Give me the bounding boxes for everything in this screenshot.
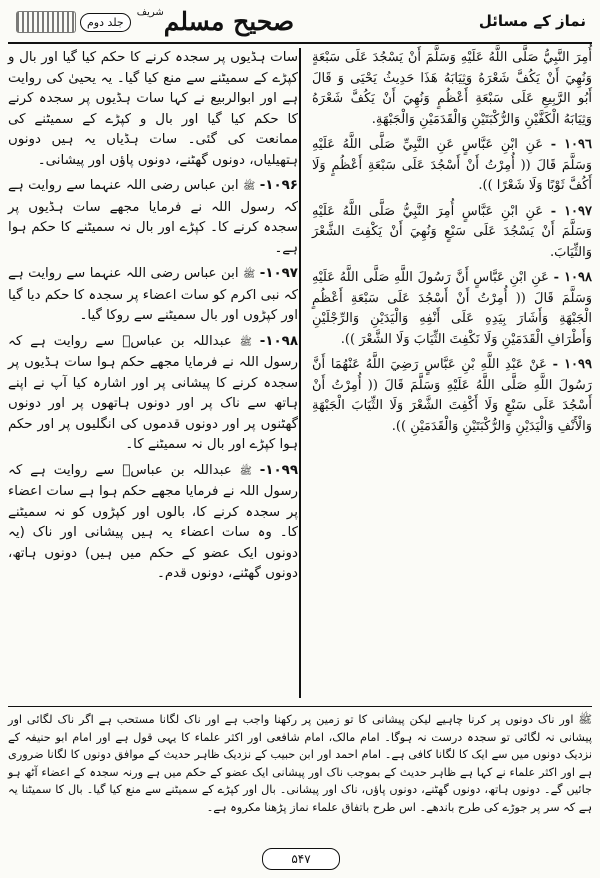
hadith-number: ۱۰۹۷- — [259, 266, 298, 281]
urdu-paragraph-text: سات ہڈیوں پر سجدہ کرنے کا حکم کیا گیا اور بال و کپڑے کے سمیٹنے سے منع کیا گیا۔ یہ یحییٰ کی روایت ہے اور ابوالربیع نے کہا سات ہڈیوں پر سجدہ کرنے کا حکم کیا گیا اور بال و کپڑے کے سمیٹنے کی ممانعت کی گئی۔ سات ہڈیاں یہ ہیں دونوں ہتھیلیاں، دونوں گھٹنے، دونوں پاؤں اور پیشانی۔ — [8, 50, 298, 168]
urdu-paragraph-text: ابن عباس رضی اللہ عنہما سے روایت ہے کہ نبی اکرم کو سات اعضاء پر سجدہ کا حکم دیا گیا اور کپڑوں اور بال سمیٹنے سے روکا گیا۔ — [8, 266, 298, 323]
hadith-number: ١٠٩٩ - — [552, 357, 593, 372]
page-number: ۵۴۷ — [262, 848, 340, 870]
arabic-paragraph — [312, 355, 592, 437]
urdu-paragraph — [8, 461, 298, 585]
running-title: نماز کے مسائل — [478, 12, 586, 30]
arabic-paragraph — [312, 48, 592, 130]
hadith-number: ١٠٩٦ - — [550, 137, 592, 152]
arabic-paragraph — [312, 202, 592, 264]
urdu-column — [8, 48, 298, 698]
book-title-suffix: شریف — [136, 6, 164, 18]
column-divider — [299, 48, 301, 698]
salutation-glyph: ﷺ — [243, 181, 256, 192]
salutation-glyph: ﷺ — [243, 269, 256, 280]
arabic-paragraph-text: عَنِ ابْنِ عَبَّاسٍ أُمِرَ النَّبِيُّ صَلَّى اللَّهُ عَلَيْهِ وَسَلَّمَ أَنْ يَسْجُدَ عَلَى سَبْعٍ وَنُهِيَ أَنْ يَكْفِتَ الشَّعْرَ وَالثِّيَابَ. — [312, 203, 592, 260]
hadith-number: ۱۰۹۸- — [259, 333, 298, 349]
urdu-paragraph-text: عبداللہ بن عباسؓ سے روایت ہے کہ رسول اللہ نے فرمایا مجھے حکم ہوا سات ہڈیوں پر سجدہ کرنے کا پیشانی پر اور اشارہ کیا آپ نے اپنے ہاتھ سے ناک پر اور دونوں ہاتھوں پر اور دونوں گھٹنوں پر اور دونوں قدموں کی انگلیوں پر اور حکم ہوا کپڑے اور بال نہ سمیٹنے کا۔ — [8, 333, 298, 452]
page — [8, 6, 592, 872]
urdu-paragraph — [8, 264, 298, 327]
hadith-number: ١٠٩٨ - — [553, 270, 593, 285]
salutation-glyph: ﷺ — [239, 336, 252, 348]
hadith-columns — [8, 48, 592, 698]
calligraphy-seal-icon — [16, 11, 76, 33]
urdu-paragraph — [8, 332, 298, 456]
salutation-glyph: ﷺ — [239, 465, 252, 477]
footnote — [8, 706, 592, 816]
arabic-paragraph-text: أُمِرَ النَّبِيُّ صَلَّى اللَّهُ عَلَيْهِ وَسَلَّمَ أَنْ يَسْجُدَ عَلَى سَبْعَةٍ وَنُهِيَ أَنْ يَكُفَّ شَعْرَهُ وَثِيَابَهُ هَذَا حَدِيثُ يَحْيَى وَ قَالَ أَبُو الرَّبِيعِ عَلَى سَبْعَةِ أَعْظُمٍ وَنُهِيَ أَنْ يَكُفَّ شَعْرَهُ وَثِيَابَهُ الْكَفَّيْنِ وَالرُّكْبَتَيْنِ وَالْقَدَمَيْنِ وَالْجَبْهَةِ. — [312, 50, 592, 127]
arabic-paragraph-text: عَنِ ابْنِ عَبَّاسٍ عَنِ النَّبِيِّ صَلَّى اللَّهُ عَلَيْهِ وَسَلَّمَ قَالَ (( أُمِرْتُ أَنْ أَسْجُدَ عَلَى سَبْعَةِ أَعْظُمٍ وَلَا أَكُفَّ ثَوْبًا وَلَا شَعْرًا )). — [312, 137, 592, 193]
urdu-paragraph — [8, 176, 298, 259]
book-title: صحیح مسلم — [163, 7, 295, 36]
hadith-number: ۱۰۹۶- — [259, 178, 298, 193]
book-title-block — [12, 7, 294, 37]
arabic-paragraph-text: عَنْ عَبْدِ اللَّهِ بْنِ عَبَّاسٍ رَضِيَ اللَّهُ عَنْهُمَا أَنَّ رَسُولَ اللَّهِ صَلَّى اللَّهُ عَلَيْهِ وَسَلَّمَ قَالَ (( أُمِرْتُ أَنْ أَسْجُدَ عَلَى سَبْعٍ وَلَا أَكْفِتَ الشَّعْرَ وَلَا الثِّيَابَ الْجَبْهَةِ وَالْأَنْفِ وَالْيَدَيْنِ وَالرُّكْبَتَيْنِ وَالْقَدَمَيْنِ )). — [312, 357, 592, 434]
urdu-paragraph-text: عبداللہ بن عباسؓ سے روایت ہے کہ رسول اللہ نے فرمایا مجھے حکم ہوا ہے سات اعضاء پر سجدہ کرنے کا، بالوں اور کپڑوں کو نہ سمیٹنے کا۔ وہ سات اعضاء یہ ہیں پیشانی اور ناک (یہ دونوں ایک عضو کے حکم میں ہیں) دونوں ہاتھ، دونوں گھٹنے، دونوں قدم۔ — [8, 462, 298, 581]
arabic-paragraph — [312, 268, 592, 350]
hadith-number: ١٠٩٧ - — [550, 203, 592, 219]
urdu-paragraph-text: ابن عباس رضی اللہ عنہما سے روایت ہے کہ رسول اللہ نے فرمایا مجھے سات ہڈیوں پر سجدہ کرنے کا۔ کپڑے اور بال نہ سمیٹنے کا حکم ہوا ہے۔ — [8, 178, 298, 256]
arabic-paragraph-text: عَنِ ابْنِ عَبَّاسٍ أَنَّ رَسُولَ اللَّهِ صَلَّى اللَّهُ عَلَيْهِ وَسَلَّمَ قَالَ (( أُمِرْتُ أَنْ أَسْجُدَ عَلَى سَبْعَةِ أَعْظُمٍ الْجَبْهَةِ وَأَشَارَ بِيَدِهِ عَلَى أَنْفِهِ وَالْيَدَيْنِ وَالرِّجْلَيْنِ وَأَطْرَافِ الْقَدَمَيْنِ وَلَا نَكْفِتَ الثِّيَابَ وَلَا الشَّعْرَ )). — [312, 270, 592, 347]
hadith-number: ۱۰۹۹- — [259, 462, 298, 478]
arabic-column — [312, 48, 592, 698]
urdu-paragraph — [8, 48, 298, 171]
footnote-text: ﷺ اور ناک دونوں پر کرنا چاہیے لیکن پیشانی کا تو زمین پر رکھنا واجب ہے اور ناک لگانا مستحب ہے اگر ناک لگائی اور پیشانی نہ لگائی تو سجدہ درست نہ ہوگا۔ امام مالک، امام شافعی اور اکثر علماء کا یہی قول ہے اور امام ابو حنیفہ کے نزدیک دونوں میں سے ایک کا لگانا کافی ہے۔ امام احمد اور ابن حبیب کے نزدیک ظاہر حدیث کے موافق دونوں کا لگانا ضروری ہے اور اکثر علماء نے کہا ہے ظاہر حدیث کے بموجب ناک اور پیشانی ایک عضو کے حکم میں ہے ورنہ سجدہ کے اعضاء آٹھ ہو جائیں گے۔ دونوں ہاتھ، دونوں گھٹنے، دونوں پاؤں، ناک اور پیشانی۔ بال اور کپڑے کے سمیٹنے سے منع کیا گیا۔ بال کا سمیٹنا یہ ہے کہ سر پر جوڑے کی طرح باندھے۔ اس طرح باتفاق علماء نماز پڑھنا مکروہ ہے۔ — [8, 713, 592, 814]
arabic-paragraph — [312, 135, 592, 197]
volume-badge: جلد دوم — [80, 13, 131, 32]
page-header — [8, 6, 592, 44]
